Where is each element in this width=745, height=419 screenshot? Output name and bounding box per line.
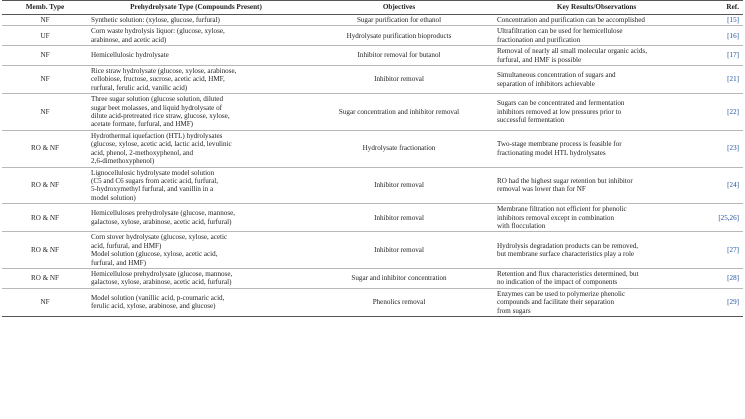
prehydrolysate-cell: [88, 130, 304, 167]
prehydrolysate-cell-line: Hydrothermal iquefaction (HTL) hydrolysates: [91, 131, 223, 140]
header-ref: Ref.: [699, 1, 743, 15]
reference-link[interactable]: [29]: [699, 288, 743, 316]
prehydrolysate-cell-line: (C5 and C6 sugars from acetic acid, furfural,: [91, 176, 219, 185]
key-results-cell-line: Membrane filtration not efficient for phenolic: [497, 205, 627, 214]
prehydrolysate-cell: [88, 66, 304, 94]
key-results-cell-line: Hydrolysis degradation products can be removed,: [497, 241, 639, 250]
table-row: [2, 26, 743, 46]
key-results-cell: [494, 66, 699, 94]
table-row: [2, 288, 743, 316]
prehydrolysate-cell-line: Synthetic solution: (xylose, glucose, furfural): [91, 16, 220, 24]
memb-type-cell: RO & NF: [2, 232, 88, 269]
memb-type-cell: RO & NF: [2, 268, 88, 288]
objectives-cell: Inhibitor removal: [304, 66, 494, 94]
header-prehydrolysate-type: Prehydrolysate Type (Compounds Present): [88, 1, 304, 15]
key-results-cell: [494, 288, 699, 316]
table-row: [2, 204, 743, 232]
memb-type-cell: NF: [2, 46, 88, 66]
prehydrolysate-cell: [88, 204, 304, 232]
key-results-cell-line: RO had the highest sugar retention but inhibitor: [497, 176, 633, 185]
reference-link[interactable]: [27]: [699, 232, 743, 269]
reference-link[interactable]: [16]: [699, 26, 743, 46]
reference-link[interactable]: [24]: [699, 167, 743, 204]
prehydrolysate-cell-line: sugar beet molasses, and liquid hydrolysate of: [91, 103, 223, 112]
prehydrolysate-cell-line: acid, phenol, 2-methoxyphenol, and: [91, 148, 194, 157]
header-key-results: Key Results/Observations: [494, 1, 699, 15]
prehydrolysate-cell-line: ferulic acid, xylose, arabinose, and glucose): [91, 302, 216, 311]
key-results-cell-line: Removal of nearly all small molecular organic acids,: [497, 47, 647, 56]
key-results-cell-line: successful fermentation: [497, 116, 565, 125]
prehydrolysate-cell-line: Hemicellulosic hydrolysate: [91, 51, 169, 60]
reference-link[interactable]: [28]: [699, 268, 743, 288]
prehydrolysate-cell-line: Corn stover hydrolysate (glucose, xylose, acetic: [91, 233, 228, 242]
table-row: [2, 268, 743, 288]
objectives-cell: Inhibitor removal: [304, 204, 494, 232]
prehydrolysate-cell-line: acetate formate, furfural, and HMF): [91, 120, 194, 129]
prehydrolysate-cell: [88, 268, 304, 288]
key-results-cell-line: fractionating model HTL hydrolysates: [497, 148, 606, 157]
memb-type-cell: NF: [2, 94, 88, 131]
key-results-cell-line: Sugars can be concentrated and fermentation: [497, 99, 625, 108]
prehydrolysate-cell: [88, 94, 304, 131]
key-results-cell-line: Enzymes can be used to polymerize phenolic: [497, 289, 626, 298]
reference-link[interactable]: [22]: [699, 94, 743, 131]
key-results-cell-line: but membrane surface characteristics play a role: [497, 250, 635, 259]
reference-link[interactable]: [21]: [699, 66, 743, 94]
reference-link[interactable]: [25,26]: [699, 204, 743, 232]
prehydrolysate-cell-line: Model solution (vanillic acid, p-coumaric acid,: [91, 293, 225, 302]
prehydrolysate-cell-line: galactose, xylose, arabinose, acetic acid, furfural): [91, 278, 232, 287]
table-row: [2, 15, 743, 26]
key-results-cell-line: removal was lower than for NF: [497, 185, 586, 194]
table-row: [2, 167, 743, 204]
objectives-cell: Inhibitor removal: [304, 232, 494, 269]
key-results-cell: [494, 204, 699, 232]
key-results-cell: [494, 46, 699, 66]
table-row: [2, 46, 743, 66]
objectives-cell: Hydrolysate fractionation: [304, 130, 494, 167]
key-results-cell-line: Retention and flux characteristics determined, but: [497, 269, 639, 278]
prehydrolysate-cell-line: galactose, xylose, arabinose, acetic acid, furfural): [91, 217, 232, 226]
key-results-cell-line: compounds and facilitate their separation: [497, 298, 615, 307]
prehydrolysate-cell: [88, 26, 304, 46]
header-objectives: Objectives: [304, 1, 494, 15]
key-results-cell: [494, 26, 699, 46]
key-results-cell-line: inhibitors removal except in combination: [497, 213, 615, 222]
prehydrolysate-cell-line: Lignocellulosic hydrolysate model solution: [91, 168, 215, 177]
membrane-studies-table: [2, 0, 743, 317]
prehydrolysate-cell-line: (glucose, xylose, acetic acid, lactic acid, levulinic: [91, 140, 232, 149]
prehydrolysate-cell-line: rurfural, ferulic acid, vanilic acid): [91, 83, 188, 92]
key-results-cell-line: fractionation and purification: [497, 35, 581, 44]
prehydrolysate-cell-line: dilute acid-pretreated rice straw, glucose, xylose,: [91, 112, 230, 121]
key-results-cell: [494, 167, 699, 204]
memb-type-cell: RO & NF: [2, 167, 88, 204]
prehydrolysate-cell-line: model solution): [91, 193, 136, 202]
reference-link[interactable]: [23]: [699, 130, 743, 167]
table-row: [2, 66, 743, 94]
objectives-cell: Inhibitor removal: [304, 167, 494, 204]
objectives-cell: Hydrolysate purification bioproducts: [304, 26, 494, 46]
memb-type-cell: RO & NF: [2, 204, 88, 232]
key-results-cell: [494, 94, 699, 131]
key-results-cell-line: Simultaneous concentration of sugars and: [497, 71, 616, 80]
memb-type-cell: NF: [2, 66, 88, 94]
key-results-cell: [494, 232, 699, 269]
prehydrolysate-cell-line: Rice straw hydrolysate (glucose, xylose, arabinose,: [91, 67, 237, 76]
objectives-cell: Sugar purification for ethanol: [304, 15, 494, 26]
prehydrolysate-cell-line: Model solution (glucose, xylose, acetic acid,: [91, 250, 218, 259]
prehydrolysate-cell-line: 5-hydroxymethyl furfural, and vanillin in a: [91, 185, 214, 194]
prehydrolysate-cell-line: Three sugar solution (glucose solution, diluted: [91, 95, 223, 104]
prehydrolysate-cell: [88, 15, 304, 26]
memb-type-cell: UF: [2, 26, 88, 46]
reference-link[interactable]: [15]: [699, 15, 743, 26]
objectives-cell: Phenolics removal: [304, 288, 494, 316]
header-memb-type: Memb. Type: [2, 1, 88, 15]
prehydrolysate-cell: [88, 46, 304, 66]
table-row: [2, 232, 743, 269]
key-results-cell: [494, 15, 699, 26]
key-results-cell-line: Two-stage membrane process is feasible for: [497, 140, 622, 149]
reference-link[interactable]: [17]: [699, 46, 743, 66]
prehydrolysate-cell-line: Hemicelluloses prehydrolysate (glucose, mannose,: [91, 209, 236, 218]
key-results-cell-line: from sugars: [497, 306, 531, 315]
key-results-cell-line: inhibitors removed at low pressures prior to: [497, 107, 622, 116]
prehydrolysate-cell: [88, 288, 304, 316]
prehydrolysate-cell-line: Corn waste hydrolysis liquor: (glucose, xylose,: [91, 27, 225, 36]
key-results-cell-line: furfural, and HMF is possible: [497, 55, 582, 64]
objectives-cell: Inhibitor removal for butanol: [304, 46, 494, 66]
objectives-cell: Sugar concentration and inhibitor removal: [304, 94, 494, 131]
prehydrolysate-cell-line: acid, furfural, and HMF): [91, 241, 162, 250]
memb-type-cell: NF: [2, 288, 88, 316]
key-results-cell: [494, 130, 699, 167]
header-row: [2, 1, 743, 15]
key-results-cell-line: separation of inhibitors achievable: [497, 79, 595, 88]
key-results-cell-line: Concentration and purification can be accomplished: [497, 16, 645, 24]
prehydrolysate-cell-line: 2,6-dimethoxyphenol): [91, 157, 155, 166]
prehydrolysate-cell-line: furfural, and HMF): [91, 258, 146, 267]
table-row: [2, 94, 743, 131]
table-row: [2, 130, 743, 167]
table-body: [2, 15, 743, 317]
key-results-cell: [494, 268, 699, 288]
key-results-cell-line: Ultrafiltration can be used for hemicellulose: [497, 27, 623, 36]
objectives-cell: Sugar and inhibitor concentration: [304, 268, 494, 288]
key-results-cell-line: with flocculation: [497, 221, 546, 230]
prehydrolysate-cell-line: Hemicellulose prehydrolysate (glucose, mannose,: [91, 269, 233, 278]
memb-type-cell: NF: [2, 15, 88, 26]
prehydrolysate-cell: [88, 232, 304, 269]
memb-type-cell: RO & NF: [2, 130, 88, 167]
prehydrolysate-cell-line: cellobiose, fructose, sucrose, acetic acid, HMF,: [91, 75, 225, 84]
key-results-cell-line: no indication of the impact of components: [497, 278, 618, 287]
prehydrolysate-cell-line: arabinose, and acetic acid): [91, 35, 167, 44]
prehydrolysate-cell: [88, 167, 304, 204]
